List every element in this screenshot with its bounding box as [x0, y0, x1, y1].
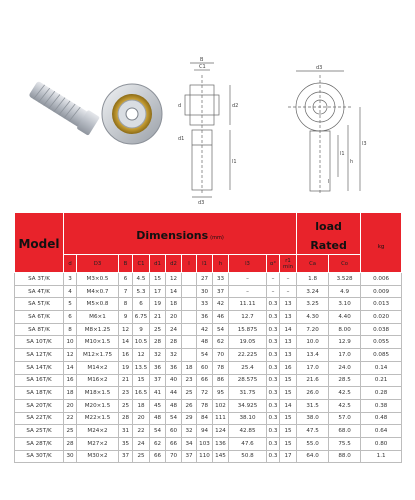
table-row — [15, 298, 402, 311]
table-cell: 0.3 — [267, 336, 280, 349]
table-cell: M8×1.25 — [77, 323, 119, 336]
table-cell: 21 — [119, 374, 133, 387]
table-cell: 13 — [280, 311, 297, 324]
table-cell: 0.38 — [361, 399, 402, 412]
table-cell: 0.3 — [267, 374, 280, 387]
table-cell: 0.3 — [267, 425, 280, 438]
dimensions-unit: (mm) — [210, 235, 224, 241]
table-cell: M27×2 — [77, 437, 119, 450]
table-cell: 78 — [213, 361, 229, 374]
model-cell: SA 20T/K — [15, 399, 64, 412]
table-cell: 25 — [182, 387, 197, 400]
table-cell: 12 — [119, 323, 133, 336]
table-cell: 9 — [119, 311, 133, 324]
table-cell: 37 — [119, 450, 133, 463]
table-cell: 17.0 — [297, 361, 329, 374]
table-cell: 7 — [119, 285, 133, 298]
table-cell: 0.013 — [361, 298, 402, 311]
table-cell: 26.0 — [297, 387, 329, 400]
table-cell: 22.225 — [229, 349, 267, 362]
table-cell: 20 — [133, 412, 150, 425]
product-illustrations — [0, 0, 415, 210]
table-cell: 28 — [166, 336, 182, 349]
spec-table-container — [14, 212, 401, 463]
model-cell: SA 18T/K — [15, 387, 64, 400]
table-cell: 110 — [197, 450, 213, 463]
table-row — [15, 399, 402, 412]
model-cell: SA 6T/K — [15, 311, 64, 324]
sub-header-cell: D3 — [77, 255, 119, 273]
table-cell — [182, 273, 197, 286]
table-cell: 50.8 — [229, 450, 267, 463]
table-cell: 75.5 — [329, 437, 361, 450]
table-cell: 8 — [119, 298, 133, 311]
table-cell: 33 — [213, 273, 229, 286]
table-cell: 14 — [64, 361, 77, 374]
table-cell — [182, 336, 197, 349]
table-cell: 3.24 — [297, 285, 329, 298]
table-cell: 0.020 — [361, 311, 402, 324]
table-row — [15, 285, 402, 298]
table-cell: 0.14 — [361, 361, 402, 374]
table-cell: 46 — [213, 311, 229, 324]
table-cell: 124 — [213, 425, 229, 438]
model-cell: SA 30T/K — [15, 450, 64, 463]
sub-header-cell: Ca — [297, 255, 329, 273]
table-cell: 6.75 — [133, 311, 150, 324]
table-cell: M20×1.5 — [77, 399, 119, 412]
table-cell: 0.3 — [267, 450, 280, 463]
table-cell: 25 — [64, 425, 77, 438]
sub-header-cell: d1 — [150, 255, 166, 273]
table-cell: – — [267, 273, 280, 286]
table-cell: 23 — [119, 387, 133, 400]
table-cell: 18 — [133, 399, 150, 412]
table-cell: M6×1 — [77, 311, 119, 324]
table-cell: 12.9 — [329, 336, 361, 349]
table-cell: 0.3 — [267, 298, 280, 311]
table-cell: M10×1.5 — [77, 336, 119, 349]
table-cell: – — [280, 273, 297, 286]
side-label-c1: C1 — [199, 64, 206, 70]
table-cell: 12.7 — [229, 311, 267, 324]
rod-end-photo — [20, 72, 170, 182]
table-cell: 44 — [166, 387, 182, 400]
table-cell: 4.5 — [133, 273, 150, 286]
table-cell: 34.925 — [229, 399, 267, 412]
table-cell: 68.0 — [329, 425, 361, 438]
table-cell: 33 — [197, 298, 213, 311]
table-cell: 27 — [197, 273, 213, 286]
table-cell: 25 — [119, 399, 133, 412]
table-cell: 0.3 — [267, 399, 280, 412]
table-cell: 8.00 — [329, 323, 361, 336]
table-cell: 12 — [133, 349, 150, 362]
table-cell: M24×2 — [77, 425, 119, 438]
table-cell: 13 — [280, 349, 297, 362]
table-cell: 31 — [119, 425, 133, 438]
table-row — [15, 387, 402, 400]
table-cell: 21.6 — [297, 374, 329, 387]
spec-table-body — [15, 273, 402, 463]
sub-header-cell: l3 — [229, 255, 267, 273]
model-cell: SA 10T/K — [15, 336, 64, 349]
table-cell: 28.575 — [229, 374, 267, 387]
table-cell: 13 — [280, 298, 297, 311]
table-cell: 111 — [213, 412, 229, 425]
table-cell: 70 — [213, 349, 229, 362]
table-cell: 16 — [280, 361, 297, 374]
table-cell: 14 — [119, 336, 133, 349]
table-cell: 102 — [213, 399, 229, 412]
table-cell: M14×2 — [77, 361, 119, 374]
table-cell: 10.5 — [133, 336, 150, 349]
table-cell: 103 — [197, 437, 213, 450]
table-cell: 28 — [150, 336, 166, 349]
table-cell: 18 — [64, 387, 77, 400]
model-cell: SA 25T/K — [15, 425, 64, 438]
table-cell: 22 — [64, 412, 77, 425]
model-cell: SA 14T/K — [15, 361, 64, 374]
table-cell: 66 — [197, 374, 213, 387]
table-cell: 9 — [133, 323, 150, 336]
front-label-l1: l1 — [340, 151, 345, 157]
table-cell: 6 — [133, 298, 150, 311]
table-cell: 18 — [182, 361, 197, 374]
table-cell: 5.3 — [133, 285, 150, 298]
table-cell: 15 — [280, 425, 297, 438]
table-cell: 3 — [64, 273, 77, 286]
table-cell: 47.5 — [297, 425, 329, 438]
table-cell: 17 — [280, 450, 297, 463]
sub-header-cell: h — [213, 255, 229, 273]
table-cell: 0.3 — [267, 361, 280, 374]
table-cell: 32 — [150, 349, 166, 362]
table-cell: 14 — [166, 285, 182, 298]
table-cell: 7.20 — [297, 323, 329, 336]
table-row — [15, 273, 402, 286]
table-cell: 15 — [150, 273, 166, 286]
table-cell: M4×0.7 — [77, 285, 119, 298]
sub-header-cell: d2 — [166, 255, 182, 273]
model-cell: SA 5T/K — [15, 298, 64, 311]
front-label-l3: l3 — [362, 141, 367, 147]
table-row — [15, 323, 402, 336]
sub-header-row — [15, 255, 402, 273]
table-cell: 88.0 — [329, 450, 361, 463]
front-view-drawing — [282, 65, 372, 205]
table-cell: 19.05 — [229, 336, 267, 349]
dimensions-title: Dimensions — [136, 229, 209, 242]
table-cell: 15 — [280, 374, 297, 387]
side-view-drawing — [170, 55, 250, 205]
table-cell: 18 — [166, 298, 182, 311]
model-cell: SA 3T/K — [15, 273, 64, 286]
table-cell: M3×0.5 — [77, 273, 119, 286]
model-cell: SA 12T/K — [15, 349, 64, 362]
table-cell: 10.0 — [297, 336, 329, 349]
table-cell: 17 — [150, 285, 166, 298]
table-cell: 25.4 — [229, 361, 267, 374]
table-cell: 0.3 — [267, 323, 280, 336]
table-cell — [182, 349, 197, 362]
table-cell: 95 — [213, 387, 229, 400]
table-cell: 12 — [64, 349, 77, 362]
table-cell: 24 — [166, 323, 182, 336]
table-cell: 86 — [213, 374, 229, 387]
table-cell: 0.3 — [267, 349, 280, 362]
table-cell: 6 — [119, 273, 133, 286]
table-cell — [182, 311, 197, 324]
table-row — [15, 311, 402, 324]
front-label-h: h — [350, 159, 354, 165]
table-cell: – — [267, 285, 280, 298]
table-cell: 72 — [197, 387, 213, 400]
table-cell: 16 — [119, 349, 133, 362]
table-row — [15, 374, 402, 387]
table-cell: M12×1.75 — [77, 349, 119, 362]
table-cell: 0.80 — [361, 437, 402, 450]
table-cell: 38.0 — [297, 412, 329, 425]
model-cell: SA 4T/K — [15, 285, 64, 298]
table-cell: M30×2 — [77, 450, 119, 463]
table-row — [15, 425, 402, 438]
table-cell: 0.48 — [361, 412, 402, 425]
side-label-b: B — [200, 57, 204, 63]
table-cell: 0.038 — [361, 323, 402, 336]
table-cell: 28 — [119, 412, 133, 425]
table-cell: 42.85 — [229, 425, 267, 438]
sub-header-cell: l1 — [197, 255, 213, 273]
table-cell: 1.1 — [361, 450, 402, 463]
model-cell: SA 8T/K — [15, 323, 64, 336]
table-row — [15, 412, 402, 425]
side-label-d: d — [178, 103, 182, 109]
table-cell: 31.5 — [297, 399, 329, 412]
table-cell: 15 — [280, 412, 297, 425]
table-cell: 40 — [166, 374, 182, 387]
table-cell: 57.0 — [329, 412, 361, 425]
table-cell: 41 — [150, 387, 166, 400]
table-cell: 54 — [166, 412, 182, 425]
table-cell: 84 — [197, 412, 213, 425]
table-cell: 42 — [197, 323, 213, 336]
table-cell: 54 — [150, 425, 166, 438]
model-cell: SA 28T/K — [15, 437, 64, 450]
table-cell: 5 — [64, 298, 77, 311]
spec-table — [14, 212, 402, 463]
table-cell: 16 — [64, 374, 77, 387]
sub-header-cell: B — [119, 255, 133, 273]
table-cell: 37 — [213, 285, 229, 298]
table-cell: 60 — [197, 361, 213, 374]
table-cell: 37 — [182, 450, 197, 463]
model-header: Model — [15, 213, 64, 273]
table-cell: 4.30 — [297, 311, 329, 324]
table-cell: M22×1.5 — [77, 412, 119, 425]
table-cell: 32 — [182, 425, 197, 438]
table-cell: 21 — [150, 311, 166, 324]
table-cell: 0.3 — [267, 437, 280, 450]
table-cell: 6 — [64, 311, 77, 324]
table-cell: 13.4 — [297, 349, 329, 362]
table-cell: 23 — [182, 374, 197, 387]
table-row — [15, 450, 402, 463]
table-cell: 48 — [197, 336, 213, 349]
table-cell: 55.0 — [297, 437, 329, 450]
dimensions-header — [64, 213, 297, 255]
side-label-l1: l1 — [232, 159, 237, 165]
table-cell: 145 — [213, 450, 229, 463]
table-cell: 12 — [166, 273, 182, 286]
table-row — [15, 349, 402, 362]
sub-header-cell: C1 — [133, 255, 150, 273]
table-cell: 37 — [150, 374, 166, 387]
table-cell: 34 — [182, 437, 197, 450]
table-cell: 60 — [166, 425, 182, 438]
table-cell: 0.3 — [267, 311, 280, 324]
table-cell: 14 — [280, 399, 297, 412]
table-cell: 42 — [213, 298, 229, 311]
table-cell: 30 — [197, 285, 213, 298]
table-cell: 25 — [133, 450, 150, 463]
table-row — [15, 361, 402, 374]
table-cell: 0.21 — [361, 374, 402, 387]
table-cell: 35 — [119, 437, 133, 450]
table-cell: 28.5 — [329, 374, 361, 387]
table-cell: 31.75 — [229, 387, 267, 400]
table-cell: 15 — [280, 387, 297, 400]
side-label-d1: d1 — [178, 136, 185, 142]
table-cell: 19 — [150, 298, 166, 311]
front-label-l: l — [328, 179, 330, 185]
table-cell: 54 — [213, 323, 229, 336]
table-cell: 45 — [150, 399, 166, 412]
table-cell: M18×1.5 — [77, 387, 119, 400]
table-cell: 62 — [150, 437, 166, 450]
table-cell: 64.0 — [297, 450, 329, 463]
table-cell: 4.9 — [329, 285, 361, 298]
table-cell: 10 — [64, 336, 77, 349]
table-cell — [182, 285, 197, 298]
table-cell: 8 — [64, 323, 77, 336]
table-cell: 0.3 — [267, 412, 280, 425]
table-cell: 36 — [197, 311, 213, 324]
table-cell: 19 — [119, 361, 133, 374]
table-row — [15, 437, 402, 450]
side-label-d2: d2 — [232, 103, 239, 109]
table-cell: 15 — [133, 374, 150, 387]
table-cell: 94 — [197, 425, 213, 438]
table-cell: 78 — [197, 399, 213, 412]
table-cell: 15.875 — [229, 323, 267, 336]
table-cell: 0.28 — [361, 387, 402, 400]
table-cell: 29 — [182, 412, 197, 425]
table-cell: 14 — [280, 323, 297, 336]
table-row — [15, 336, 402, 349]
sub-header-cell: α° — [267, 255, 280, 273]
table-cell: M16×2 — [77, 374, 119, 387]
table-cell: 22 — [133, 425, 150, 438]
table-cell: 0.055 — [361, 336, 402, 349]
table-cell: 0.3 — [267, 387, 280, 400]
table-cell: 42.5 — [329, 399, 361, 412]
table-cell: – — [229, 273, 267, 286]
table-cell: 1.8 — [297, 273, 329, 286]
table-cell: 136 — [213, 437, 229, 450]
table-cell: 24 — [133, 437, 150, 450]
table-cell: 0.006 — [361, 273, 402, 286]
weight-header: kg — [361, 213, 402, 273]
sub-header-cell: l — [182, 255, 197, 273]
table-cell: 28 — [64, 437, 77, 450]
table-cell: 36 — [166, 361, 182, 374]
table-cell: 30 — [64, 450, 77, 463]
table-cell: 70 — [166, 450, 182, 463]
side-label-d3: d3 — [198, 200, 205, 205]
table-cell: – — [280, 285, 297, 298]
table-cell: 0.64 — [361, 425, 402, 438]
table-cell: 20 — [166, 311, 182, 324]
model-cell: SA 16T/K — [15, 374, 64, 387]
table-cell: 24.0 — [329, 361, 361, 374]
table-cell: 17.0 — [329, 349, 361, 362]
table-cell: 4 — [64, 285, 77, 298]
table-cell: 26 — [182, 399, 197, 412]
table-cell: 13 — [280, 336, 297, 349]
table-cell — [182, 323, 197, 336]
table-cell: 32 — [166, 349, 182, 362]
table-cell: M5×0.8 — [77, 298, 119, 311]
table-cell: 11.11 — [229, 298, 267, 311]
sub-header-cell: d — [64, 255, 77, 273]
table-cell: 25 — [150, 323, 166, 336]
table-cell: 38.10 — [229, 412, 267, 425]
table-cell: 66 — [166, 437, 182, 450]
table-cell: 20 — [64, 399, 77, 412]
table-cell: 54 — [197, 349, 213, 362]
front-label-d3: d3 — [316, 65, 323, 71]
table-cell: 16.5 — [133, 387, 150, 400]
table-cell: 4.40 — [329, 311, 361, 324]
table-cell: 3.25 — [297, 298, 329, 311]
sub-header-cell: r1 min — [280, 255, 297, 273]
sub-header-cell: Co — [329, 255, 361, 273]
table-cell: 15 — [280, 437, 297, 450]
table-cell: 48 — [150, 412, 166, 425]
table-cell: 3.10 — [329, 298, 361, 311]
table-cell: 0.085 — [361, 349, 402, 362]
table-cell: 62 — [213, 336, 229, 349]
model-cell: SA 22T/K — [15, 412, 64, 425]
table-cell: 66 — [150, 450, 166, 463]
load-rated-header: load Rated — [297, 213, 361, 255]
table-cell: 13.5 — [133, 361, 150, 374]
table-cell: 0.009 — [361, 285, 402, 298]
table-cell: 36 — [150, 361, 166, 374]
table-cell: 47.6 — [229, 437, 267, 450]
table-cell: 48 — [166, 399, 182, 412]
table-cell: – — [229, 285, 267, 298]
table-cell: 42.5 — [329, 387, 361, 400]
table-cell — [182, 298, 197, 311]
table-cell: 3.528 — [329, 273, 361, 286]
